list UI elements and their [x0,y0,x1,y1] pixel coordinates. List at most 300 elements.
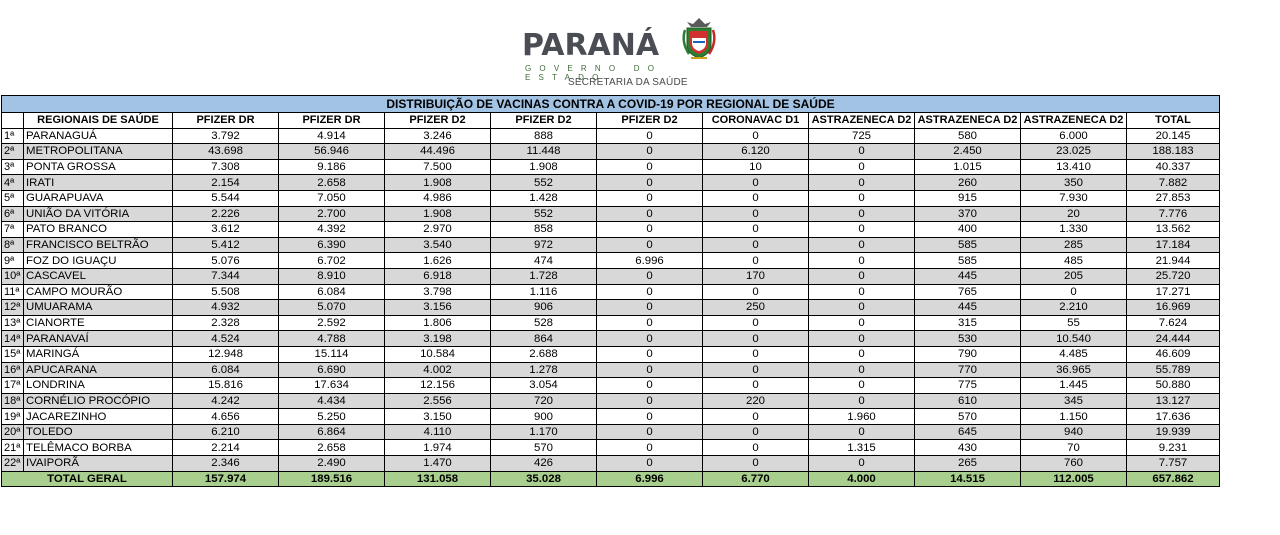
table-cell: 1.150 [1021,409,1127,425]
table-cell: 4.110 [385,424,491,440]
table-cell: 55 [1021,315,1127,331]
region-name: METROPOLITANA [24,144,173,160]
table-cell: 0 [597,424,703,440]
table-row [2,237,1220,253]
table-cell: 0 [809,362,915,378]
table-row [2,300,1220,316]
table-cell: 2.970 [385,222,491,238]
table-cell: 6.210 [173,424,279,440]
table-cell: 864 [491,331,597,347]
table-cell: 0 [597,284,703,300]
table-cell: 445 [915,300,1021,316]
state-logo [0,14,1240,94]
table-cell: 6.702 [279,253,385,269]
table-row [2,206,1220,222]
table-cell: 0 [809,144,915,160]
table-cell: 370 [915,206,1021,222]
table-cell: 0 [703,440,809,456]
table-cell: 11.448 [491,144,597,160]
total-cell: 4.000 [809,471,915,487]
table-cell: 5.250 [279,409,385,425]
table-cell: 0 [597,378,703,394]
column-header: PFIZER DR [279,113,385,129]
table-cell: 0 [597,175,703,191]
row-total-cell: 50.880 [1127,378,1220,394]
table-cell: 0 [703,237,809,253]
region-name: IVAIPORÃ [24,456,173,472]
region-name: MARINGÁ [24,346,173,362]
table-cell: 580 [915,128,1021,144]
table-cell: 1.728 [491,268,597,284]
table-cell: 1.470 [385,456,491,472]
table-cell: 0 [809,206,915,222]
parana-coat-of-arms-icon [679,16,719,62]
table-cell: 0 [809,159,915,175]
table-cell: 2.556 [385,393,491,409]
table-cell: 4.392 [279,222,385,238]
table-cell: 10 [703,159,809,175]
table-cell: 285 [1021,237,1127,253]
table-cell: 205 [1021,268,1127,284]
table-cell: 0 [703,315,809,331]
table-cell: 2.450 [915,144,1021,160]
row-total-cell: 21.944 [1127,253,1220,269]
table-cell: 15.816 [173,378,279,394]
table-cell: 1.445 [1021,378,1127,394]
region-name: UNIÃO DA VITÓRIA [24,206,173,222]
table-cell: 760 [1021,456,1127,472]
table-cell: 7.930 [1021,190,1127,206]
table-cell: 3.156 [385,300,491,316]
table-cell: 0 [809,424,915,440]
total-cell: 6.996 [597,471,703,487]
table-cell: 3.054 [491,378,597,394]
table-cell: 6.864 [279,424,385,440]
column-header: ASTRAZENECA D2 [809,113,915,129]
region-number: 4ª [2,175,24,191]
table-cell: 0 [597,440,703,456]
table-cell: 13.410 [1021,159,1127,175]
vaccine-distribution-table [1,95,1220,487]
table-row [2,315,1220,331]
table-cell: 7.308 [173,159,279,175]
table-cell: 2.154 [173,175,279,191]
table-cell: 0 [597,237,703,253]
table-cell: 0 [597,222,703,238]
table-cell: 0 [597,456,703,472]
table-cell: 0 [703,378,809,394]
table-cell: 430 [915,440,1021,456]
table-cell: 4.002 [385,362,491,378]
table-cell: 0 [809,315,915,331]
table-cell: 15.114 [279,346,385,362]
total-cell: 35.028 [491,471,597,487]
table-cell: 1.908 [385,206,491,222]
table-cell: 7.500 [385,159,491,175]
table-cell: 4.788 [279,331,385,347]
table-cell: 0 [809,237,915,253]
table-cell: 0 [809,284,915,300]
table-cell: 775 [915,378,1021,394]
column-header: REGIONAIS DE SAÚDE [24,113,173,129]
table-cell: 0 [703,206,809,222]
table-cell: 1.015 [915,159,1021,175]
table-cell: 1.960 [809,409,915,425]
table-cell: 7.050 [279,190,385,206]
table-cell: 1.908 [385,175,491,191]
table-cell: 858 [491,222,597,238]
table-cell: 5.544 [173,190,279,206]
table-cell: 4.485 [1021,346,1127,362]
column-header: ASTRAZENECA D2 [915,113,1021,129]
table-cell: 6.084 [279,284,385,300]
table-cell: 8.910 [279,268,385,284]
column-header: PFIZER D2 [597,113,703,129]
region-name: CORNÉLIO PROCÓPIO [24,393,173,409]
table-cell: 23.025 [1021,144,1127,160]
table-cell: 44.496 [385,144,491,160]
table-cell: 3.150 [385,409,491,425]
table-row [2,409,1220,425]
table-cell: 4.932 [173,300,279,316]
table-cell: 972 [491,237,597,253]
table-cell: 0 [809,456,915,472]
row-total-cell: 46.609 [1127,346,1220,362]
table-cell: 4.524 [173,331,279,347]
total-label: TOTAL GERAL [2,471,173,487]
table-cell: 552 [491,175,597,191]
table-cell: 6.120 [703,144,809,160]
table-cell: 0 [597,409,703,425]
table-cell: 6.918 [385,268,491,284]
column-header: PFIZER D2 [491,113,597,129]
table-cell: 770 [915,362,1021,378]
table-cell: 0 [703,222,809,238]
column-header: PFIZER DR [173,113,279,129]
region-name: GUARAPUAVA [24,190,173,206]
table-cell: 0 [597,206,703,222]
table-row [2,128,1220,144]
table-cell: 20 [1021,206,1127,222]
region-name: LONDRINA [24,378,173,394]
logo-wordmark: PARANÁ [522,28,660,63]
table-cell: 0 [703,175,809,191]
region-number: 9ª [2,253,24,269]
table-cell: 7.344 [173,268,279,284]
table-cell: 3.792 [173,128,279,144]
region-number: 22ª [2,456,24,472]
table-cell: 1.278 [491,362,597,378]
table-cell: 315 [915,315,1021,331]
region-name: TOLEDO [24,424,173,440]
table-cell: 0 [703,362,809,378]
table-cell: 0 [597,159,703,175]
table-cell: 1.170 [491,424,597,440]
region-number: 11ª [2,284,24,300]
region-name: JACAREZINHO [24,409,173,425]
table-row [2,159,1220,175]
table-cell: 4.914 [279,128,385,144]
table-cell: 0 [703,409,809,425]
region-number: 5ª [2,190,24,206]
table-cell: 345 [1021,393,1127,409]
row-total-cell: 16.969 [1127,300,1220,316]
table-cell: 0 [703,456,809,472]
table-cell: 0 [597,346,703,362]
column-header: CORONAVAC D1 [703,113,809,129]
table-row [2,440,1220,456]
table-cell: 9.186 [279,159,385,175]
table-cell: 485 [1021,253,1127,269]
total-cell: 6.770 [703,471,809,487]
table-cell: 900 [491,409,597,425]
table-cell: 2.592 [279,315,385,331]
table-title: DISTRIBUIÇÃO DE VACINAS CONTRA A COVID-19 POR REGIONAL DE SAÚDE [2,96,1220,113]
row-total-cell: 13.127 [1127,393,1220,409]
table-cell: 5.070 [279,300,385,316]
column-header: PFIZER D2 [385,113,491,129]
region-name: IRATI [24,175,173,191]
table-cell: 0 [809,175,915,191]
table-row [2,456,1220,472]
table-cell: 0 [809,268,915,284]
row-total-cell: 7.776 [1127,206,1220,222]
row-total-cell: 27.853 [1127,190,1220,206]
table-cell: 445 [915,268,1021,284]
table-cell: 2.490 [279,456,385,472]
row-total-cell: 19.939 [1127,424,1220,440]
region-name: FOZ DO IGUAÇU [24,253,173,269]
table-cell: 1.974 [385,440,491,456]
table-cell: 17.634 [279,378,385,394]
table-cell: 0 [597,300,703,316]
table-cell: 1.315 [809,440,915,456]
table-cell: 765 [915,284,1021,300]
table-cell: 4.986 [385,190,491,206]
table-cell: 1.116 [491,284,597,300]
row-total-cell: 25.720 [1127,268,1220,284]
table-cell: 2.210 [1021,300,1127,316]
region-name: CAMPO MOURÃO [24,284,173,300]
region-number: 21ª [2,440,24,456]
table-cell: 5.076 [173,253,279,269]
logo-block [520,14,720,94]
row-total-cell: 24.444 [1127,331,1220,347]
region-number: 19ª [2,409,24,425]
table-cell: 3.540 [385,237,491,253]
table-cell: 70 [1021,440,1127,456]
table-cell: 400 [915,222,1021,238]
table-cell: 250 [703,300,809,316]
table-row [2,346,1220,362]
region-name: PARANAGUÁ [24,128,173,144]
table-cell: 530 [915,331,1021,347]
table-cell: 3.246 [385,128,491,144]
table-cell: 265 [915,456,1021,472]
table-cell: 4.434 [279,393,385,409]
table-cell: 474 [491,253,597,269]
table-cell: 2.226 [173,206,279,222]
total-cell: 657.862 [1127,471,1220,487]
table-cell: 2.328 [173,315,279,331]
region-number: 8ª [2,237,24,253]
table-cell: 1.330 [1021,222,1127,238]
table-cell: 1.428 [491,190,597,206]
table-cell: 6.000 [1021,128,1127,144]
row-total-cell: 7.882 [1127,175,1220,191]
table-row [2,253,1220,269]
table-row [2,393,1220,409]
row-total-cell: 40.337 [1127,159,1220,175]
region-name: PONTA GROSSA [24,159,173,175]
department-name: SECRETARIA DA SAÚDE [568,77,688,88]
total-cell: 14.515 [915,471,1021,487]
table-cell: 0 [597,315,703,331]
region-number: 20ª [2,424,24,440]
table-row [2,175,1220,191]
region-number: 12ª [2,300,24,316]
region-name: FRANCISCO BELTRÃO [24,237,173,253]
table-cell: 0 [703,346,809,362]
table-cell: 570 [491,440,597,456]
table-cell: 220 [703,393,809,409]
row-total-cell: 7.757 [1127,456,1220,472]
table-cell: 0 [809,393,915,409]
region-number: 15ª [2,346,24,362]
table-row [2,331,1220,347]
region-number: 16ª [2,362,24,378]
region-name: APUCARANA [24,362,173,378]
total-cell: 131.058 [385,471,491,487]
region-number: 14ª [2,331,24,347]
table-row [2,284,1220,300]
logo-subtitle: GOVERNO DO ESTADO [525,64,663,82]
table-cell: 3.612 [173,222,279,238]
region-name: UMUARAMA [24,300,173,316]
region-number: 18ª [2,393,24,409]
table-cell: 0 [703,128,809,144]
table-cell: 5.508 [173,284,279,300]
table-cell: 906 [491,300,597,316]
table-cell: 2.658 [279,440,385,456]
table-cell: 43.698 [173,144,279,160]
table-cell: 725 [809,128,915,144]
table-row [2,268,1220,284]
column-header: TOTAL [1127,113,1220,129]
table-cell: 0 [597,393,703,409]
table-cell: 260 [915,175,1021,191]
row-total-cell: 17.636 [1127,409,1220,425]
table-cell: 6.084 [173,362,279,378]
table-cell: 2.688 [491,346,597,362]
table-cell: 36.965 [1021,362,1127,378]
table-cell: 0 [809,300,915,316]
region-name: CIANORTE [24,315,173,331]
table-cell: 0 [703,253,809,269]
table-cell: 0 [597,128,703,144]
table-cell: 610 [915,393,1021,409]
table-cell: 585 [915,253,1021,269]
region-name: TELÊMACO BORBA [24,440,173,456]
table-cell: 915 [915,190,1021,206]
table-cell: 552 [491,206,597,222]
region-number: 3ª [2,159,24,175]
row-total-cell: 17.271 [1127,284,1220,300]
table-cell: 6.390 [279,237,385,253]
table-row [2,424,1220,440]
table-cell: 0 [703,284,809,300]
table-cell: 2.658 [279,175,385,191]
table-cell: 56.946 [279,144,385,160]
table-cell: 1.908 [491,159,597,175]
region-number: 6ª [2,206,24,222]
table-cell: 0 [809,190,915,206]
table-cell: 10.584 [385,346,491,362]
table-cell: 350 [1021,175,1127,191]
table-cell: 0 [703,424,809,440]
row-total-cell: 17.184 [1127,237,1220,253]
row-total-cell: 55.789 [1127,362,1220,378]
table-row [2,222,1220,238]
table-row [2,190,1220,206]
table-cell: 0 [597,331,703,347]
header-row [2,113,1220,129]
region-number: 13ª [2,315,24,331]
table-cell: 10.540 [1021,331,1127,347]
row-total-cell: 7.624 [1127,315,1220,331]
table-cell: 720 [491,393,597,409]
header-cell-index [2,113,24,129]
region-number: 17ª [2,378,24,394]
table-cell: 426 [491,456,597,472]
total-cell: 189.516 [279,471,385,487]
region-number: 2ª [2,144,24,160]
table-cell: 6.690 [279,362,385,378]
table-cell: 0 [703,190,809,206]
table-row [2,362,1220,378]
row-total-cell: 188.183 [1127,144,1220,160]
table-cell: 0 [809,222,915,238]
table-cell: 0 [1021,284,1127,300]
region-number: 7ª [2,222,24,238]
table-cell: 4.656 [173,409,279,425]
table-cell: 645 [915,424,1021,440]
table-cell: 585 [915,237,1021,253]
table-cell: 570 [915,409,1021,425]
table-cell: 940 [1021,424,1127,440]
table-cell: 0 [597,144,703,160]
table-cell: 0 [597,268,703,284]
region-name: PARANAVAÍ [24,331,173,347]
table-cell: 790 [915,346,1021,362]
table-cell: 12.948 [173,346,279,362]
table-cell: 0 [809,346,915,362]
table-row [2,378,1220,394]
row-total-cell: 9.231 [1127,440,1220,456]
table-cell: 6.996 [597,253,703,269]
table-cell: 528 [491,315,597,331]
table-cell: 0 [597,190,703,206]
region-name: CASCAVEL [24,268,173,284]
row-total-cell: 13.562 [1127,222,1220,238]
total-cell: 112.005 [1021,471,1127,487]
table-cell: 170 [703,268,809,284]
region-number: 10ª [2,268,24,284]
table-cell: 2.214 [173,440,279,456]
table-cell: 12.156 [385,378,491,394]
total-cell: 157.974 [173,471,279,487]
region-number: 1ª [2,128,24,144]
